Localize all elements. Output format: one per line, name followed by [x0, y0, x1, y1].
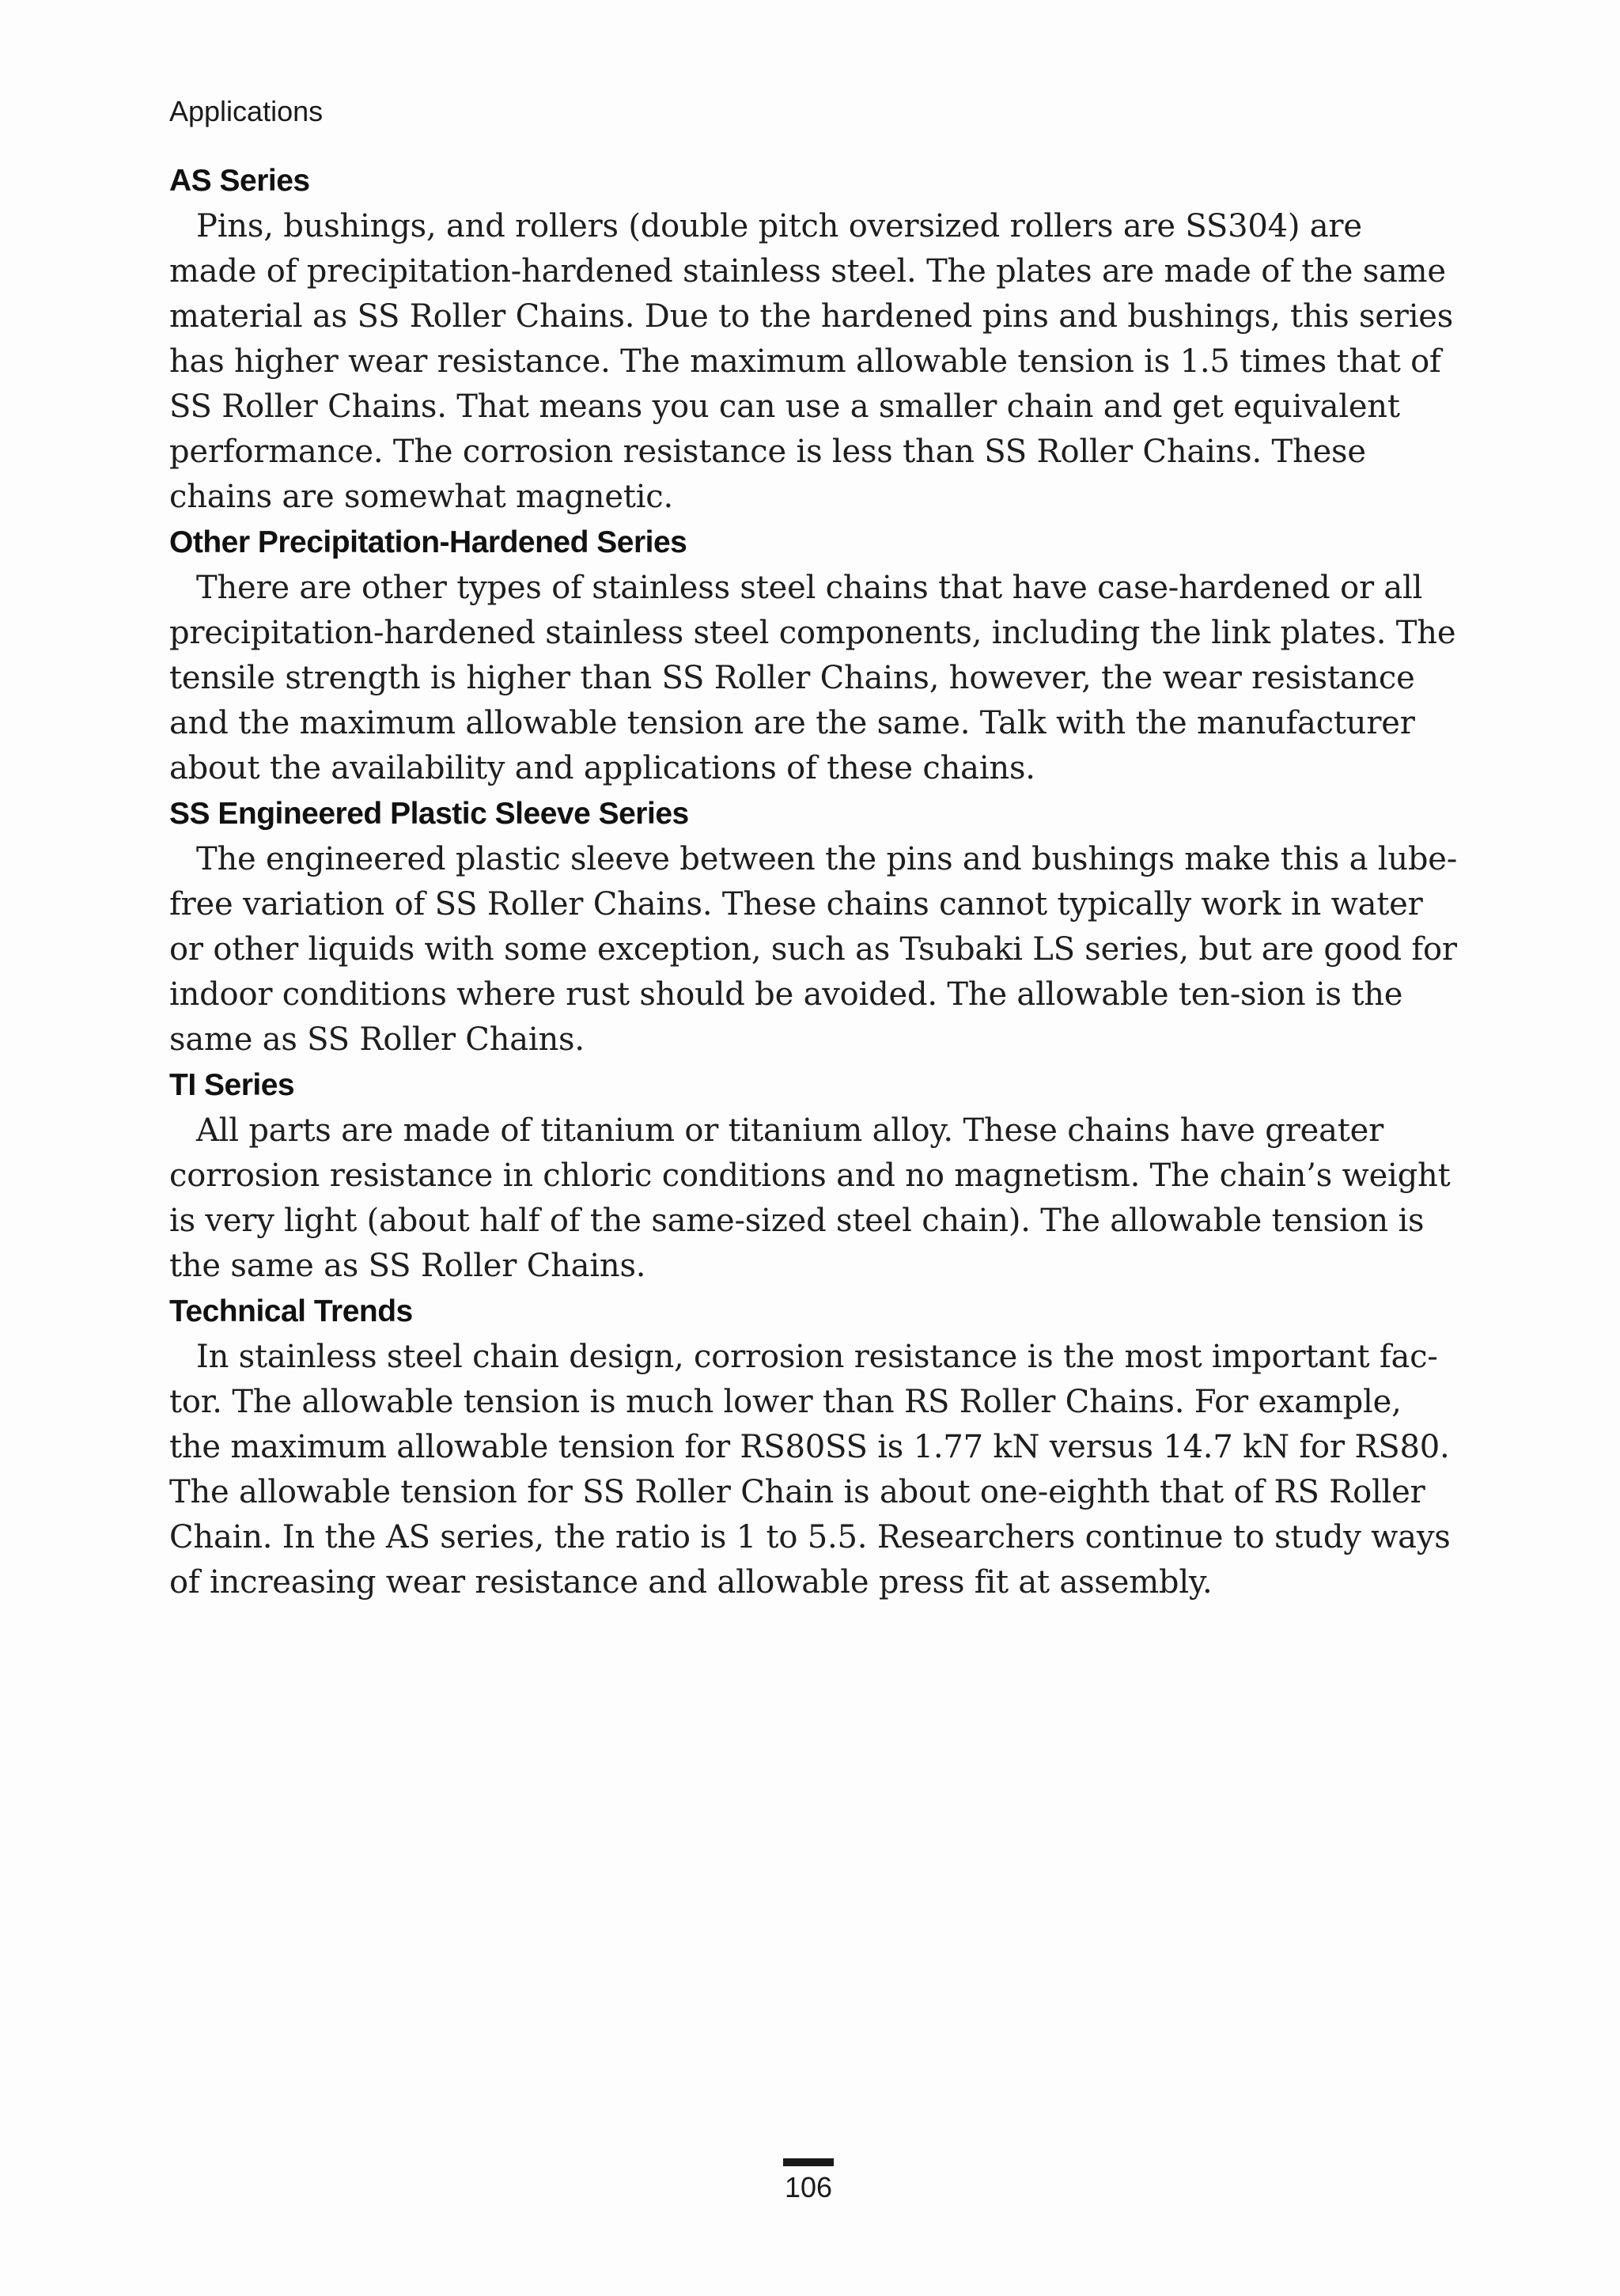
running-head: Applications [169, 95, 324, 127]
section-heading-other-precipitation-hardened-series: Other Precipitation-Hardened Series [169, 525, 687, 559]
main-content [169, 158, 1459, 1605]
section-heading-technical-trends: Technical Trends [169, 1294, 413, 1328]
section-body-as-series: Pins, bushings, and rollers (double pitch oversized rollers are SS304) are made of precipitation-hardened stainless steel. The plates are made of the same material as SS Roller Chains. Due to the hardened pins and bushings, this series has higher wear resistance. The maximum allowable tension is 1.5 times that of SS Roller Chains. That means you can use a smaller chain and get equivalent performance. The corrosion resistance is less than SS Roller Chains. These chains are somewhat magnetic. [169, 208, 1454, 515]
page-number: 106 [784, 2171, 833, 2203]
section-heading-as-series: AS Series [169, 164, 310, 198]
section-heading-ti-series: TI Series [169, 1068, 295, 1102]
page-number-bar [783, 2158, 834, 2166]
section-body-ss-engineered-plastic-sleeve-series: The engineered plastic sleeve between the pins and bushings make this a lube-free variation of SS Roller Chains. These chains cannot typically work in water or other liquids with some exception, such as Tsubaki LS series, but are good for indoor conditions where rust should be avoided. The allowable ten-sion is the same as SS Roller Chains. [169, 841, 1458, 1058]
section-body-technical-trends: In stainless steel chain design, corrosion resistance is the most important fac-tor. The allowable tension is much lower than RS Roller Chains. For example, the maximum allowable tension for RS80SS is 1.77 kN versus 14.7 kN for RS80. The allowable tension for SS Roller Chain is about one-eighth that of RS Roller Chain. In the AS series, the ratio is 1 to 5.5. Researchers continue to study ways of increasing wear resistance and allowable press fit at assembly. [169, 1339, 1451, 1601]
section-body-other-precipitation-hardened-series: There are other types of stainless steel chains that have case-hardened or all precipitation-hardened stainless steel components, including the link plates. The tensile strength is higher than SS Roller Chains, however, the wear resistance and the maximum allowable tension are the same. Talk with the manufacturer about the availability and applications of these chains. [169, 570, 1456, 786]
section-body-ti-series: All parts are made of titanium or titanium alloy. These chains have greater corrosion resistance in chloric conditions and no magnetism. The chain’s weight is very light (about half of the same-sized steel chain). The allowable tension is the same as SS Roller Chains. [169, 1112, 1451, 1284]
section-heading-ss-engineered-plastic-sleeve-series: SS Engineered Plastic Sleeve Series [169, 797, 689, 831]
